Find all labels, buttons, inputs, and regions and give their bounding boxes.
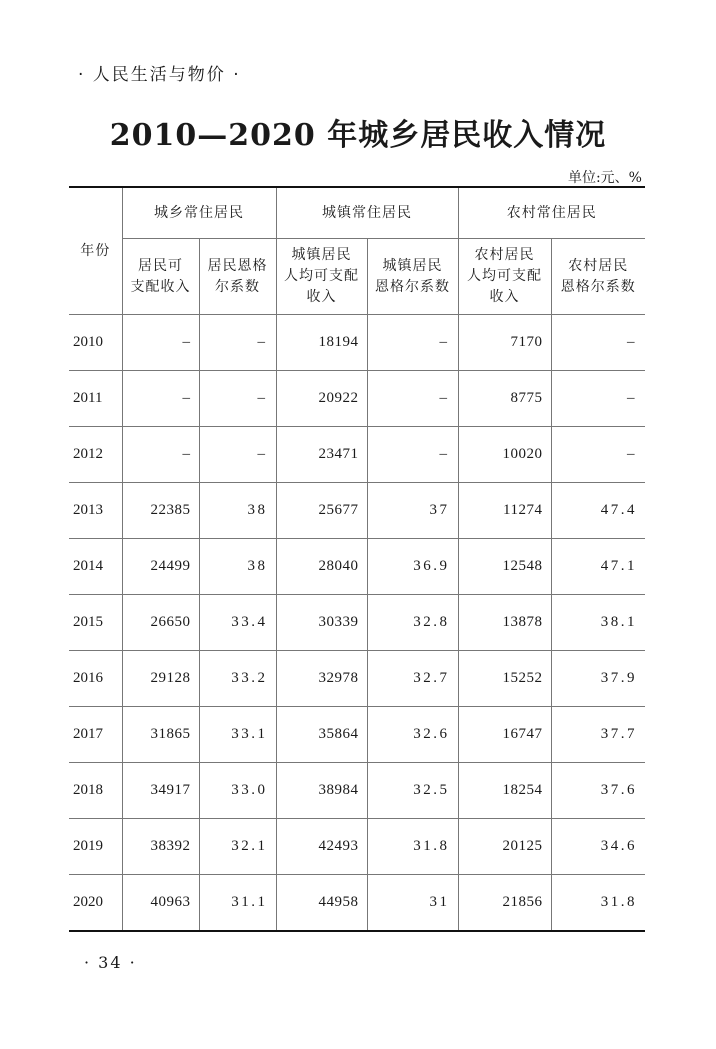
- value-cell: –: [199, 315, 276, 371]
- header-line: 农村居民: [474, 247, 535, 263]
- page-number: · 34 ·: [84, 953, 137, 972]
- year-cell: 2017: [69, 707, 122, 763]
- section-header: · 人民生活与物价 ·: [78, 65, 241, 85]
- header-line: 尔系数: [215, 278, 260, 295]
- value-cell: 30339: [276, 595, 367, 651]
- year-cell: 2013: [69, 483, 122, 539]
- year-cell: 2014: [69, 539, 122, 595]
- value-cell: 29128: [122, 651, 199, 707]
- value-cell: 33.1: [199, 707, 276, 763]
- table-body: [69, 315, 645, 932]
- header-line: 农村居民: [568, 257, 629, 274]
- page-title: 2010—2020 年城乡居民收入情况: [109, 118, 607, 153]
- year-cell: 2019: [69, 819, 122, 875]
- value-cell: 11274: [458, 483, 551, 539]
- value-cell: 38: [199, 539, 276, 595]
- header-line: 恩格尔系数: [560, 278, 636, 295]
- value-cell: 38984: [276, 763, 367, 819]
- value-cell: –: [551, 315, 645, 371]
- value-cell: 28040: [276, 539, 367, 595]
- value-cell: 26650: [122, 595, 199, 651]
- group-header-urban-residents: 城镇常住居民: [276, 187, 458, 239]
- value-cell: 34.6: [551, 819, 645, 875]
- value-cell: –: [122, 427, 199, 483]
- value-cell: 20922: [276, 371, 367, 427]
- group-header-rural-residents: 农村常住居民: [458, 187, 645, 239]
- value-cell: 16747: [458, 707, 551, 763]
- year-cell: 2011: [69, 371, 122, 427]
- group-header-all-residents: 城乡常住居民: [122, 187, 276, 239]
- column-header-urban-income: [276, 239, 367, 315]
- table-row: [69, 651, 645, 707]
- value-cell: 24499: [122, 539, 199, 595]
- value-cell: 7170: [458, 315, 551, 371]
- header-line: 居民恩格: [207, 257, 268, 274]
- value-cell: –: [551, 371, 645, 427]
- header-row-groups: [69, 187, 645, 239]
- value-cell: 8775: [458, 371, 551, 427]
- table-row: [69, 539, 645, 595]
- value-cell: 42493: [276, 819, 367, 875]
- table-row: [69, 315, 645, 371]
- value-cell: 32.6: [367, 707, 458, 763]
- header-line: 城镇居民: [291, 247, 352, 263]
- year-cell: 2018: [69, 763, 122, 819]
- header-line: 城镇居民: [382, 257, 443, 274]
- value-cell: 37.9: [551, 651, 645, 707]
- header-line: 恩格尔系数: [375, 278, 450, 295]
- value-cell: 32978: [276, 651, 367, 707]
- year-cell: 2012: [69, 427, 122, 483]
- header-line: 人均可支配: [284, 268, 359, 284]
- value-cell: 38392: [122, 819, 199, 875]
- table-row: [69, 875, 645, 932]
- header-line: 居民可: [138, 257, 183, 274]
- value-cell: 10020: [458, 427, 551, 483]
- value-cell: 20125: [458, 819, 551, 875]
- value-cell: 32.7: [367, 651, 458, 707]
- header-line: 收入: [306, 289, 337, 305]
- value-cell: 37: [367, 483, 458, 539]
- value-cell: 47.4: [551, 483, 645, 539]
- year-cell: 2020: [69, 875, 122, 932]
- table-row: [69, 483, 645, 539]
- column-header-disposable-income: [122, 239, 199, 315]
- value-cell: 37.7: [551, 707, 645, 763]
- value-cell: 25677: [276, 483, 367, 539]
- value-cell: 22385: [122, 483, 199, 539]
- value-cell: 18254: [458, 763, 551, 819]
- value-cell: –: [367, 371, 458, 427]
- value-cell: 21856: [458, 875, 551, 932]
- value-cell: 40963: [122, 875, 199, 932]
- table-row: [69, 819, 645, 875]
- value-cell: 34917: [122, 763, 199, 819]
- table-row: [69, 427, 645, 483]
- value-cell: 32.1: [199, 819, 276, 875]
- value-cell: 31.8: [551, 875, 645, 932]
- table-row: [69, 707, 645, 763]
- value-cell: –: [551, 427, 645, 483]
- value-cell: 31.8: [367, 819, 458, 875]
- value-cell: 36.9: [367, 539, 458, 595]
- table-row: [69, 371, 645, 427]
- column-header-engel-coefficient: [199, 239, 276, 315]
- header-row-columns: [69, 239, 645, 315]
- value-cell: 31: [367, 875, 458, 932]
- value-cell: 23471: [276, 427, 367, 483]
- value-cell: 32.5: [367, 763, 458, 819]
- column-header-urban-engel: [367, 239, 458, 315]
- value-cell: 47.1: [551, 539, 645, 595]
- value-cell: 38: [199, 483, 276, 539]
- value-cell: 38.1: [551, 595, 645, 651]
- value-cell: 33.4: [199, 595, 276, 651]
- value-cell: 44958: [276, 875, 367, 932]
- year-cell: 2015: [69, 595, 122, 651]
- value-cell: 32.8: [367, 595, 458, 651]
- income-table: [69, 186, 645, 932]
- column-header-rural-income: [458, 239, 551, 315]
- value-cell: 18194: [276, 315, 367, 371]
- year-cell: 2010: [69, 315, 122, 371]
- unit-label: 单位:元、%: [567, 170, 642, 186]
- value-cell: 33.2: [199, 651, 276, 707]
- value-cell: 31.1: [199, 875, 276, 932]
- column-header-rural-engel: [551, 239, 645, 315]
- table-row: [69, 763, 645, 819]
- value-cell: 12548: [458, 539, 551, 595]
- header-line: 支配收入: [130, 278, 191, 295]
- value-cell: –: [199, 427, 276, 483]
- value-cell: –: [199, 371, 276, 427]
- table-row: [69, 595, 645, 651]
- value-cell: –: [367, 427, 458, 483]
- header-line: 人均可支配: [467, 268, 542, 284]
- header-line: 收入: [489, 289, 520, 305]
- value-cell: –: [122, 371, 199, 427]
- value-cell: 37.6: [551, 763, 645, 819]
- year-header: 年份: [69, 187, 122, 315]
- value-cell: –: [122, 315, 199, 371]
- value-cell: 35864: [276, 707, 367, 763]
- value-cell: 13878: [458, 595, 551, 651]
- value-cell: 15252: [458, 651, 551, 707]
- value-cell: 31865: [122, 707, 199, 763]
- value-cell: –: [367, 315, 458, 371]
- value-cell: 33.0: [199, 763, 276, 819]
- income-table-container: [69, 186, 645, 932]
- year-cell: 2016: [69, 651, 122, 707]
